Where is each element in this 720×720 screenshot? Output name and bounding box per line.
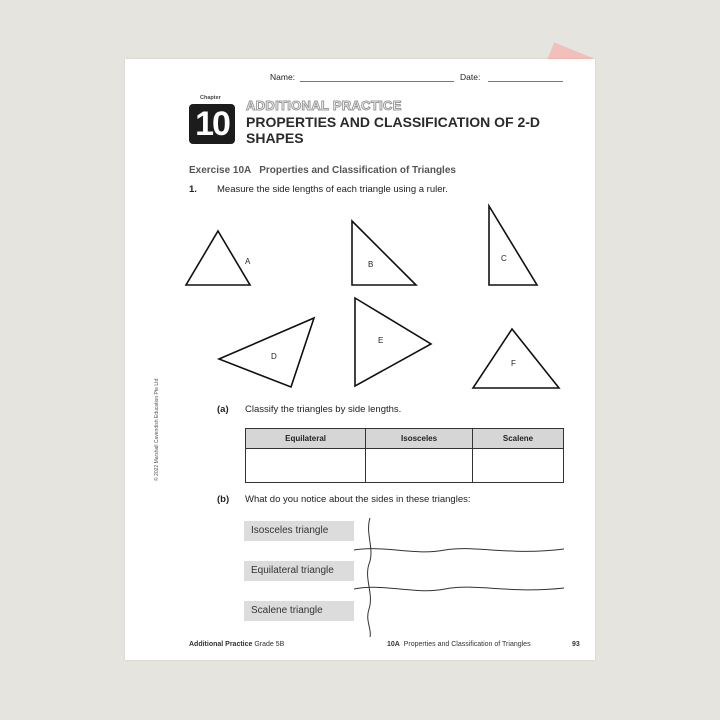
chapter-subtitle: ADDITIONAL PRACTICE xyxy=(246,98,402,113)
footer-middle xyxy=(387,641,531,648)
part-b-text: What do you notice about the sides in these triangles: xyxy=(245,494,471,505)
part-a-text: Classify the triangles by side lengths. xyxy=(245,404,402,415)
triangle-label-f: F xyxy=(511,359,516,368)
answer-line-2 xyxy=(354,587,564,591)
wavy-divider xyxy=(368,518,371,637)
name-label: Name: xyxy=(270,72,296,82)
col-scalene: Scalene xyxy=(472,429,563,449)
worksheet-page xyxy=(125,59,595,660)
part-b-label: (b) xyxy=(217,494,230,505)
footer-code: 10A xyxy=(387,641,400,648)
question-text: Measure the side lengths of each triangle using a ruler. xyxy=(217,184,448,195)
answer-line-1 xyxy=(354,549,564,552)
chapter-number: 10 xyxy=(189,104,235,144)
tag-isosceles: Isosceles triangle xyxy=(244,521,354,541)
col-isosceles: Isosceles xyxy=(366,429,473,449)
footer-left xyxy=(189,641,284,648)
triangle-label-d: D xyxy=(271,352,277,361)
date-label: Date: xyxy=(460,72,481,82)
part-a-label: (a) xyxy=(217,404,229,415)
footer-book-title: Additional Practice xyxy=(189,641,253,648)
question-number: 1. xyxy=(189,184,197,195)
copyright-notice: © 2022 Marshall Cavendish Education Pte Ltd xyxy=(154,378,160,481)
triangle-label-c: C xyxy=(501,254,507,263)
tag-equilateral: Equilateral triangle xyxy=(244,561,354,581)
footer-section: Properties and Classification of Triangles xyxy=(403,641,531,648)
triangle-label-b: B xyxy=(368,260,374,269)
exercise-heading: Exercise 10A Properties and Classification of Triangles xyxy=(189,165,456,176)
tag-scalene: Scalene triangle xyxy=(244,601,354,621)
triangle-label-e: E xyxy=(378,336,384,345)
triangle-label-a: A xyxy=(245,257,251,266)
chapter-label: Chapter xyxy=(200,95,221,101)
col-equilateral: Equilateral xyxy=(246,429,366,449)
answer-lines xyxy=(125,59,595,660)
page-number: 93 xyxy=(572,641,580,648)
footer-grade: Grade 5B xyxy=(252,641,285,648)
chapter-title: PROPERTIES AND CLASSIFICATION OF 2-D SHAPES xyxy=(246,114,541,146)
